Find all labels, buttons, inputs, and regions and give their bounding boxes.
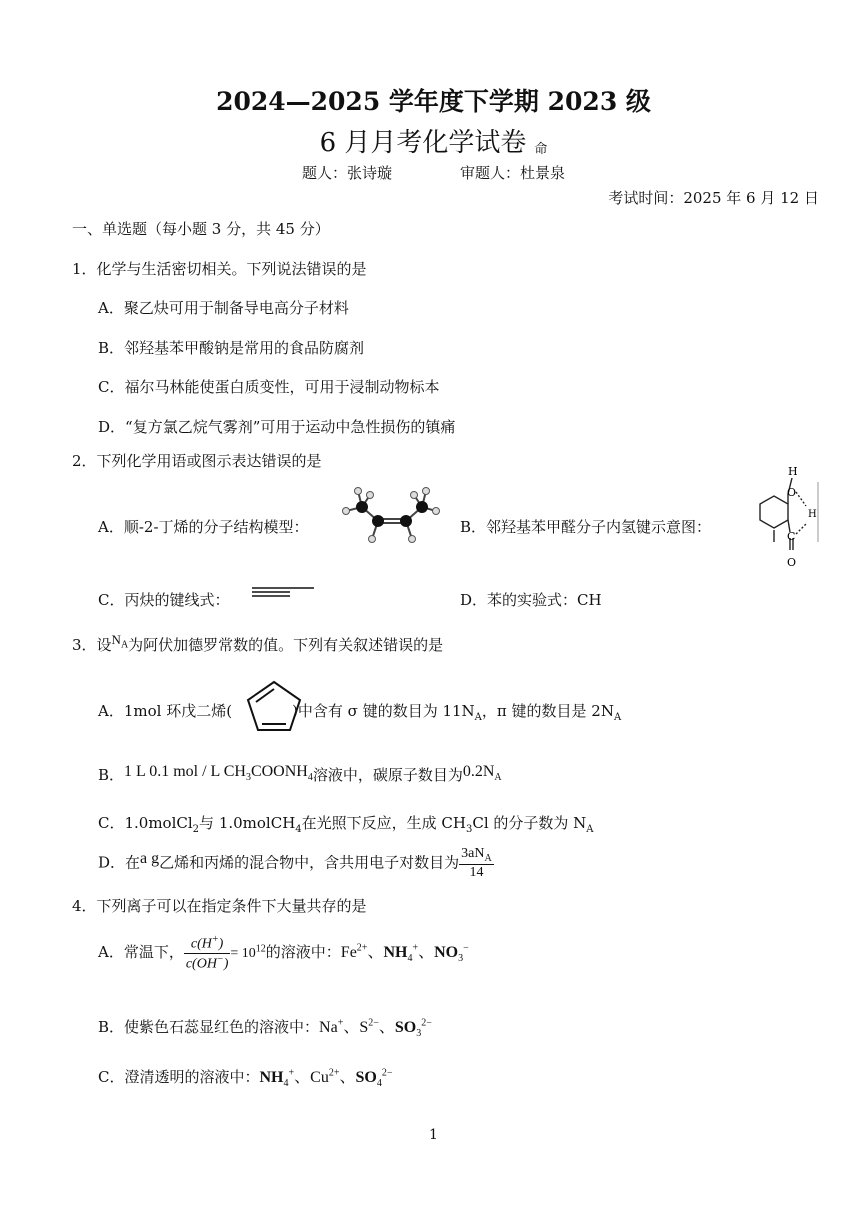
- q4-a-ion1-sup: 2+: [356, 942, 368, 954]
- q4-a-prefix: A．常温下，: [98, 943, 184, 962]
- q1-option-a: A．聚乙炔可用于制备导电高分子材料: [98, 299, 349, 317]
- q4-a-ion3: NO: [434, 944, 459, 962]
- cyclopentadiene-ring: [244, 678, 304, 734]
- q2-option-a: A．顺-2-丁烯的分子结构模型：: [98, 518, 309, 536]
- q3-c-sub4: 4: [295, 824, 302, 835]
- q4-c-sep1: 、: [294, 1069, 311, 1086]
- diagram-h-label: H: [788, 465, 798, 478]
- diagram-o-label: O: [787, 486, 797, 499]
- q2-stem: 2．下列化学用语或图示表达错误的是: [72, 452, 322, 470]
- q4-a-ion2: NH: [383, 944, 408, 962]
- q3-d-text: 乙烯和丙烯的混合物中，含共用电子对数目为: [159, 853, 460, 872]
- page-number: 1: [429, 1127, 438, 1143]
- q2-option-d: D．苯的实验式：CH: [460, 591, 602, 609]
- q3-b-value-sub: A: [494, 772, 502, 784]
- q3-b-label: B．: [98, 766, 125, 784]
- q4-c-ion3-sub: 4: [376, 1078, 382, 1090]
- q4-option-b: [98, 1014, 432, 1039]
- q4-b-sep2: 、: [378, 1019, 395, 1036]
- q4-option-c: [98, 1064, 392, 1089]
- q3-d-numerator: [459, 846, 494, 865]
- q3-c-part4: Cl 的分子数为 N: [472, 814, 587, 832]
- q3-b-sub3: 3: [245, 772, 251, 784]
- q3-d-ag: a g: [140, 850, 160, 868]
- q4-a-sep1: 、: [367, 944, 384, 962]
- q3-option-d: [98, 846, 494, 881]
- title-line1: 2024—2025 学年度下学期 2023 级: [216, 87, 651, 116]
- q1-option-c: C．福尔马林能使蛋白质变性，可用于浸制动物标本: [98, 378, 440, 396]
- q4-a-num-close: ): [218, 936, 224, 952]
- q3-c-part3: 在光照下反应，生成 CH: [301, 814, 466, 832]
- q4-a-ion1: Fe: [340, 944, 357, 962]
- q4-a-den-sup: −: [216, 953, 224, 965]
- q1-option-d: D．“复方氯乙烷气雾剂”可用于运动中急性损伤的镇痛: [98, 418, 456, 436]
- q4-c-ion3-sup: 2−: [381, 1067, 393, 1079]
- q3-c-sub3: 3: [465, 824, 473, 835]
- q4-b-ion1-sup: +: [337, 1017, 344, 1029]
- q4-b-ion3: SO: [394, 1019, 417, 1036]
- q4-c-sep2: 、: [339, 1069, 356, 1086]
- q3-option-c: [98, 812, 594, 835]
- q4-c-ion1-sup: +: [288, 1067, 295, 1079]
- q4-c-ion2-sup: 2+: [328, 1067, 340, 1079]
- q3-na-symbol: [111, 632, 129, 651]
- cis-2-butene-ball-stick-model: [338, 485, 442, 547]
- propyne-bond-line-drawing: [250, 585, 316, 599]
- q4-a-num-sup: +: [211, 934, 219, 945]
- q3-c-suba: A: [586, 824, 594, 835]
- reviewer: 审题人：杜景泉: [460, 164, 566, 182]
- q3-na-sub: A: [120, 639, 129, 651]
- q3-na: N: [111, 632, 121, 647]
- q4-a-text: 的溶液中：: [265, 943, 341, 962]
- q4-b-ion1: Na: [319, 1019, 338, 1036]
- q4-b-sep1: 、: [343, 1019, 360, 1036]
- exam-staff: [0, 162, 867, 183]
- title-text: 6 月月考化学试卷: [319, 128, 527, 158]
- q4-a-ions: [340, 942, 469, 965]
- q4-a-ion2-sup: +: [412, 942, 419, 954]
- q4-a-den-main: c(OH: [185, 956, 217, 972]
- q3-stem: [72, 634, 443, 657]
- q3-stem-suffix: 为阿伏加德罗常数的值。下列有关叙述错误的是: [128, 636, 444, 654]
- q3-b-sub4: 4: [307, 772, 313, 784]
- q4-b-ion2-sup: 2−: [368, 1017, 379, 1029]
- diagram-h2-label: H: [808, 509, 817, 520]
- q4-c-ion1: NH: [259, 1069, 284, 1086]
- q4-c-ion3: SO: [355, 1069, 377, 1086]
- q3-c-part1: C．1.0molCl: [98, 814, 193, 832]
- q3-b-formula-part2: COONH: [250, 763, 308, 780]
- q4-a-ion2-sub: 4: [407, 953, 413, 965]
- q4-a-den-close: ): [223, 956, 229, 972]
- q4-c-ions: [259, 1067, 393, 1090]
- q3-b-formula: [124, 763, 313, 784]
- q3-option-a: [98, 700, 621, 723]
- setter: 题人：张诗璇: [301, 164, 392, 182]
- q4-a-exp: 12: [255, 943, 266, 955]
- q3-c-part2: 与 1.0molCH: [199, 814, 296, 832]
- q3-c-sub2: 2: [192, 824, 200, 835]
- section-heading: 一、单选题（每小题 3 分，共 45 分）: [72, 220, 330, 238]
- diagram-c-label: C: [787, 530, 796, 543]
- o-hydroxybenzaldehyde-hbond-diagram: [748, 462, 824, 572]
- q3-a-sub2: A: [613, 712, 622, 723]
- q4-c-prefix: C．澄清透明的溶液中：: [98, 1068, 260, 1086]
- title-line2: [0, 122, 867, 159]
- q4-a-equation: [230, 943, 266, 962]
- title-suffix: 命: [534, 142, 548, 157]
- q4-b-ion3-sup: 2−: [421, 1017, 432, 1029]
- q3-a-sub1: A: [474, 712, 482, 723]
- q3-d-denominator: 14: [469, 864, 484, 880]
- q3-d-num-sub: A: [484, 852, 492, 864]
- q2-option-b: B．邻羟基苯甲醛分子内氢键示意图：: [460, 518, 712, 536]
- q3-a-mid: ，π 键的数目是 2N: [481, 702, 614, 720]
- q1-option-b: B．邻羟基苯甲酸钠是常用的食品防腐剂: [98, 339, 365, 357]
- q1-stem: 1．化学与生活密切相关。下列说法错误的是: [72, 260, 367, 278]
- q4-c-ion2: Cu: [310, 1069, 329, 1086]
- q4-b-ions: [319, 1017, 432, 1040]
- q3-d-prefix: D．在: [98, 853, 141, 872]
- q4-b-prefix: B．使紫色石蕊显红色的溶液中：: [98, 1018, 320, 1036]
- exam-time: 考试时间：2025 年 6 月 12 日: [608, 189, 819, 207]
- q3-a-text: )中含有 σ 键的数目为 11N: [292, 702, 475, 720]
- q3-option-b: [98, 764, 502, 787]
- q3-stem-prefix: 3．设: [72, 636, 112, 654]
- q4-a-ion3-sup: −: [463, 942, 469, 954]
- q4-a-eq: = 10: [230, 946, 256, 962]
- q3-d-fraction: [459, 846, 494, 881]
- q4-a-num-main: c(H: [190, 936, 212, 952]
- q3-a-prefix: A．1mol 环戊二烯(: [98, 702, 233, 720]
- q3-b-formula-part1: 1 L 0.1 mol / L CH: [124, 763, 246, 780]
- q4-a-numerator: [184, 934, 231, 954]
- q4-option-a: [98, 934, 469, 972]
- diagram-o2-label: O: [787, 556, 797, 569]
- q4-b-ion2: S: [359, 1019, 369, 1036]
- q3-b-value-main: 0.2N: [462, 763, 495, 780]
- q4-a-fraction: [184, 934, 231, 972]
- q3-b-value: [462, 763, 502, 784]
- q2-option-c: C．丙炔的键线式：: [98, 591, 230, 609]
- q4-b-ion3-sub: 3: [416, 1028, 422, 1040]
- q4-a-ion3-sub: 3: [458, 953, 464, 965]
- q4-stem: 4．下列离子可以在指定条件下大量共存的是: [72, 897, 367, 915]
- q4-c-ion1-sub: 4: [283, 1078, 289, 1090]
- q4-a-denominator: [184, 954, 231, 973]
- q3-d-num-main: 3aN: [461, 846, 485, 861]
- q4-a-sep2: 、: [418, 944, 435, 962]
- q3-b-text: 溶液中，碳原子数目为: [312, 766, 463, 784]
